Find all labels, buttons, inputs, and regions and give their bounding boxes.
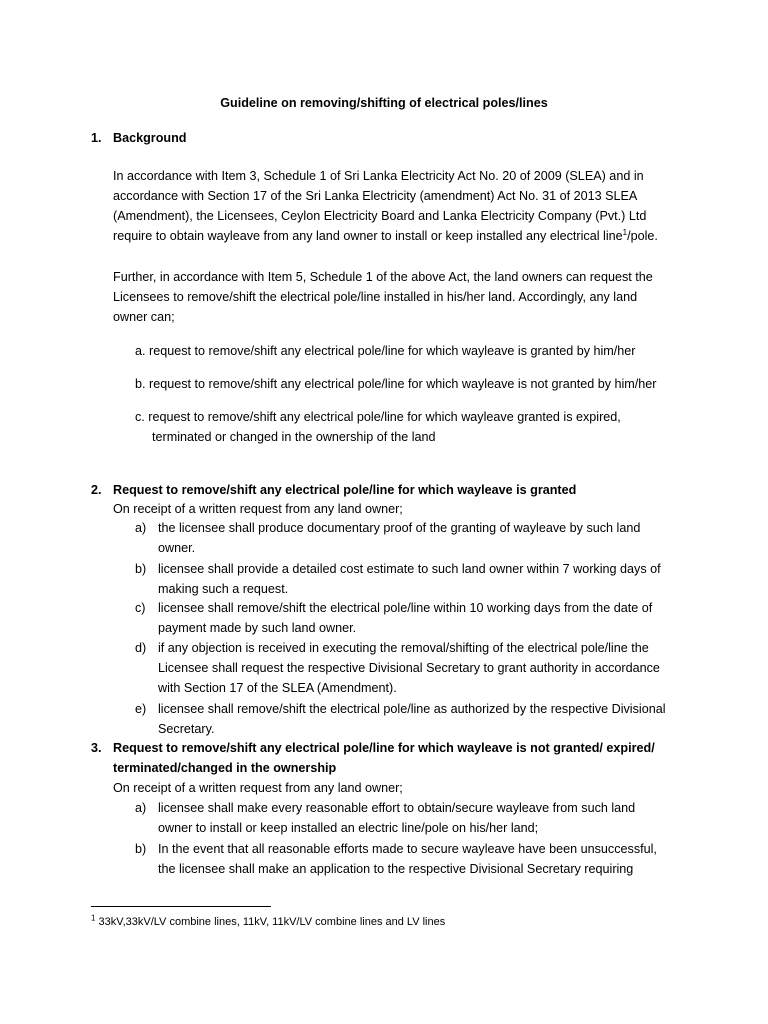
list-item-b: b. request to remove/shift any electrical pole/line for which wayleave is not granted by him/her — [135, 377, 657, 391]
background-paragraph-1: In accordance with Item 3, Schedule 1 of Sri Lanka Electricity Act No. 20 of 2009 (SLEA) and in accordance with Section 17 of the Sri Lanka Electricity (amendment) Act No. 31 of 2013 SLEA (Amendment), the Licensees, Ceylon Electricity Board and Lanka Electricity Company (Pvt.) Ltd require to obtain wayleave from any land owner to install or keep installed any electrical line$^1$/pole. — [113, 169, 658, 243]
list-item: licensee shall remove/shift the electrical pole/line as authorized by the respective Divisional Secretary. — [158, 702, 666, 736]
footnote-reference: 1 — [622, 227, 628, 237]
section-2-intro: On receipt of a written request from any land owner; — [113, 502, 403, 516]
list-letter: d) — [135, 641, 147, 655]
list-item-c: c. request to remove/shift any electrical pole/line for which wayleave granted is expired, terminated or changed in the ownership of the land — [135, 410, 621, 444]
list-item: licensee shall provide a detailed cost estimate to such land owner within 7 working days of making such a request. — [158, 562, 661, 596]
footnote-separator — [91, 906, 271, 907]
list-letter: c) — [135, 601, 146, 615]
list-item: the licensee shall produce documentary proof of the granting of wayleave by such land owner. — [158, 521, 641, 555]
footnote-text: 33kV,33kV/LV combine lines, 11kV, 11kV/LV combine lines and LV lines — [95, 916, 446, 928]
list-letter: a) — [135, 801, 147, 815]
footnote — [91, 913, 445, 931]
list-item: In the event that all reasonable efforts made to secure wayleave have been unsuccessful, the licensee shall make an application to the respective Divisional Secretary requiring — [158, 842, 657, 876]
background-paragraph-2: Further, in accordance with Item 5, Schedule 1 of the above Act, the land owners can request the Licensees to remove/shift the electrical pole/line installed in his/her land. Accordingly, any land owner can; — [113, 270, 653, 324]
list-letter: a) — [135, 521, 147, 535]
section-2-heading: Request to remove/shift any electrical pole/line for which wayleave is granted — [113, 483, 577, 497]
list-item: licensee shall remove/shift the electrical pole/line within 10 working days from the date of payment made by such land owner. — [158, 601, 653, 635]
list-letter: b) — [135, 562, 147, 576]
section-2-number: 2. — [91, 483, 102, 497]
list-item: if any objection is received in executing the removal/shifting of the electrical pole/line the Licensee shall request the respective Divisional Secretary to grant authority in accordance with Section 17 of the SLEA (Amendment). — [158, 641, 660, 695]
page-title: Guideline on removing/shifting of electrical poles/lines — [220, 96, 548, 110]
list-item: licensee shall make every reasonable effort to obtain/secure wayleave from such land owner to install or keep installed an electric line/pole on his/her land; — [158, 801, 636, 835]
list-item-a: a. request to remove/shift any electrical pole/line for which wayleave is granted by him/her — [135, 344, 636, 358]
section-3-number: 3. — [91, 741, 102, 755]
footnote-mark: 1 — [91, 913, 96, 923]
list-letter: e) — [135, 702, 147, 716]
section-1-heading: Background — [113, 131, 187, 145]
section-1-number: 1. — [91, 131, 102, 145]
section-3-intro: On receipt of a written request from any land owner; — [113, 781, 403, 795]
list-letter: b) — [135, 842, 147, 856]
section-3-heading: Request to remove/shift any electrical pole/line for which wayleave is not granted/ expired/ terminated/changed in the ownership — [113, 741, 655, 775]
